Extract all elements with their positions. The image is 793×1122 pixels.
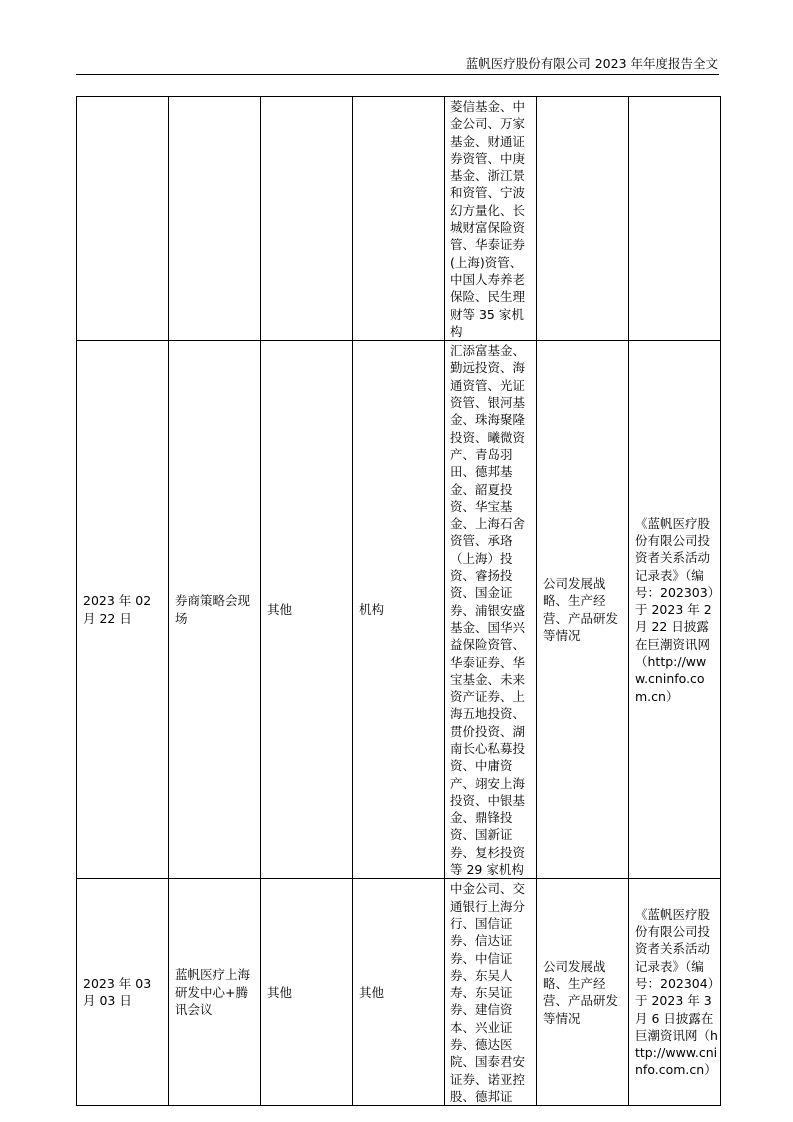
topics-cell: 公司发展战略、生产经营、产品研发等情况 (537, 341, 629, 879)
page-header (76, 56, 719, 75)
topics-cell: 公司发展战略、生产经营、产品研发等情况 (537, 879, 629, 1106)
date-cell: 2023 年 03 月 03 日 (77, 879, 169, 1106)
visitor-type-cell: 其他 (353, 879, 445, 1106)
date-cell (77, 97, 169, 341)
visitor-type-cell (353, 97, 445, 341)
location-cell: 蓝帆医疗上海研发中心+腾讯会议 (169, 879, 261, 1106)
participants-cell: 中金公司、交通银行上海分行、国信证券、信达证券、中信证券、东吴人寿、东吴证券、建信资本、兴业证券、德达医院、国泰君安证券、诺亚控股、德邦证 (445, 879, 537, 1106)
table-row (77, 97, 721, 341)
participants-cell: 菱信基金、中金公司、万家基金、财通证券资管、中庚基金、浙江景和资管、宁波幻方量化、长城财富保险资管、华泰证券(上海)资管、中国人寿养老保险、民生理财等 35 家机构 (445, 97, 537, 341)
report-title: 蓝帆医疗股份有限公司 2023 年年度报告全文 (465, 56, 718, 71)
table-row (77, 879, 721, 1106)
table-row (77, 341, 721, 879)
method-cell: 其他 (261, 341, 353, 879)
visitor-type-cell: 机构 (353, 341, 445, 879)
date-cell: 2023 年 02 月 22 日 (77, 341, 169, 879)
investor-relations-table (76, 96, 721, 1106)
record-index-cell: 《蓝帆医疗股份有限公司投资者关系活动记录表》（编号：202303）于 2023 年 2 月 22 日披露在巨潮资讯网（http://www.cninfo.com.cn） (629, 341, 721, 879)
method-cell: 其他 (261, 879, 353, 1106)
participants-cell: 汇添富基金、勤远投资、海通资管、光证资管、银河基金、珠海聚隆投资、曦微资产、青岛羽田、德邦基金、韶夏投资、华宝基金、上海石舍资管、承珞（上海）投资、睿扬投资、国金证券、浦银安盛基金、国华兴益保险资管、华泰证券、华宝基金、未来资产证券、上海五地投资、贯价投资、湖南长心私募投资、中庸资产、翊安上海投资、中银基金、鼎锋投资、国新证券、复杉投资等 29 家机构 (445, 341, 537, 879)
method-cell (261, 97, 353, 341)
location-cell: 券商策略会现场 (169, 341, 261, 879)
record-index-cell (629, 97, 721, 341)
record-index-cell: 《蓝帆医疗股份有限公司投资者关系活动记录表》（编号：202304）于 2023 年 3 月 6 日披露在巨潮资讯网（http://www.cninfo.com.cn） (629, 879, 721, 1106)
location-cell (169, 97, 261, 341)
topics-cell (537, 97, 629, 341)
